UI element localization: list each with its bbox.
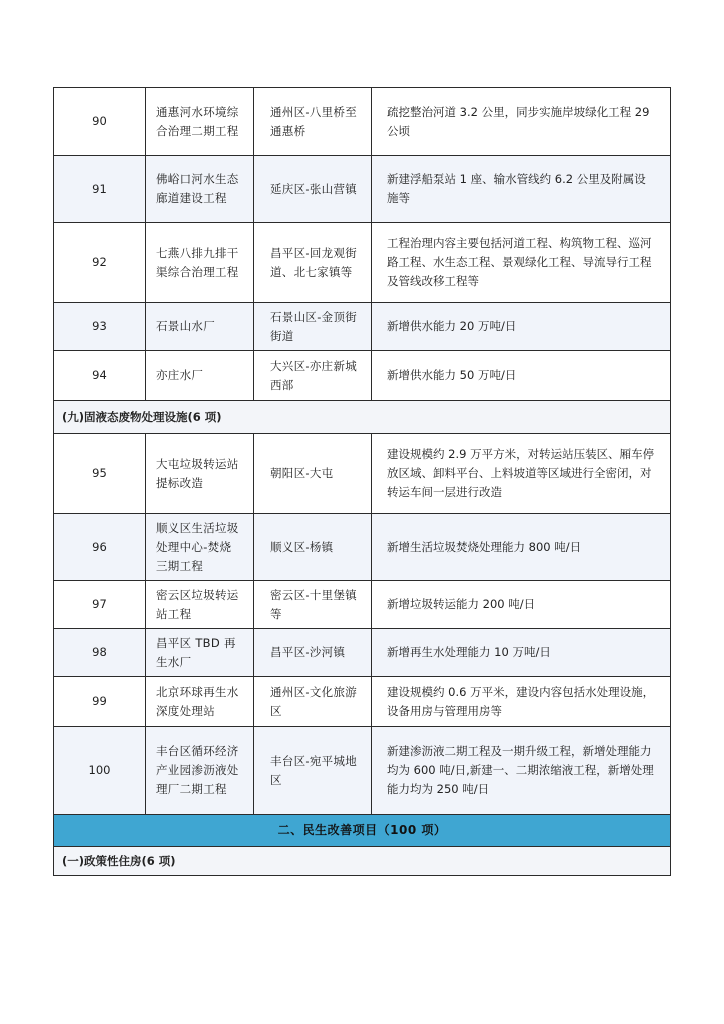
project-name: 顺义区生活垃圾处理中心-焚烧三期工程 <box>146 514 254 581</box>
project-location: 延庆区-张山营镇 <box>254 156 372 223</box>
row-number: 94 <box>54 351 146 401</box>
major-section-title: 二、民生改善项目（100 项） <box>54 815 671 847</box>
row-number: 99 <box>54 677 146 727</box>
table-row <box>54 156 671 223</box>
project-name: 密云区垃圾转运站工程 <box>146 581 254 629</box>
project-location: 石景山区-金顶街街道 <box>254 303 372 351</box>
project-content: 新建浮船泵站 1 座、输水管线约 6.2 公里及附属设施等 <box>372 156 671 223</box>
project-content: 新增生活垃圾焚烧处理能力 800 吨/日 <box>372 514 671 581</box>
table-row <box>54 629 671 677</box>
table-row <box>54 303 671 351</box>
row-number: 96 <box>54 514 146 581</box>
table-row <box>54 351 671 401</box>
project-location: 昌平区-回龙观街道、北七家镇等 <box>254 223 372 303</box>
project-name: 昌平区 TBD 再生水厂 <box>146 629 254 677</box>
project-location: 昌平区-沙河镇 <box>254 629 372 677</box>
row-number: 98 <box>54 629 146 677</box>
project-location: 大兴区-亦庄新城西部 <box>254 351 372 401</box>
project-content: 新建渗沥液二期工程及一期升级工程，新增处理能力均为 600 吨/日,新建一、二期浓缩液工程，新增处理能力均为 250 吨/日 <box>372 727 671 815</box>
project-content: 新增供水能力 20 万吨/日 <box>372 303 671 351</box>
section-header-9 <box>54 401 671 434</box>
table-row <box>54 677 671 727</box>
table-row <box>54 727 671 815</box>
table-row <box>54 434 671 514</box>
project-name: 北京环球再生水深度处理站 <box>146 677 254 727</box>
project-content: 建设规模约 2.9 万平方米，对转运站压装区、厢车停放区域、卸料平台、上料坡道等区域进行全密闭，对转运车间一层进行改造 <box>372 434 671 514</box>
section-title: (九)固液态废物处理设施(6 项) <box>54 401 671 434</box>
row-number: 92 <box>54 223 146 303</box>
major-section-header <box>54 815 671 847</box>
project-content: 工程治理内容主要包括河道工程、构筑物工程、巡河路工程、水生态工程、景观绿化工程、导流导行工程及管线改移工程等 <box>372 223 671 303</box>
project-name: 大屯垃圾转运站提标改造 <box>146 434 254 514</box>
table-row <box>54 514 671 581</box>
project-name: 丰台区循环经济产业园渗沥液处理厂二期工程 <box>146 727 254 815</box>
section-header-1 <box>54 847 671 876</box>
project-location: 通州区-文化旅游区 <box>254 677 372 727</box>
project-table <box>53 87 671 876</box>
table-row <box>54 88 671 156</box>
row-number: 90 <box>54 88 146 156</box>
project-name: 通惠河水环境综合治理二期工程 <box>146 88 254 156</box>
row-number: 95 <box>54 434 146 514</box>
project-content: 新增垃圾转运能力 200 吨/日 <box>372 581 671 629</box>
table-row <box>54 223 671 303</box>
project-location: 密云区-十里堡镇等 <box>254 581 372 629</box>
project-name: 七燕八排九排干渠综合治理工程 <box>146 223 254 303</box>
table-row <box>54 581 671 629</box>
project-name: 佛峪口河水生态廊道建设工程 <box>146 156 254 223</box>
project-content: 疏挖整治河道 3.2 公里，同步实施岸坡绿化工程 29 公顷 <box>372 88 671 156</box>
project-content: 建设规模约 0.6 万平米，建设内容包括水处理设施，设备用房与管理用房等 <box>372 677 671 727</box>
project-content: 新增再生水处理能力 10 万吨/日 <box>372 629 671 677</box>
project-location: 顺义区-杨镇 <box>254 514 372 581</box>
section-title: (一)政策性住房(6 项) <box>54 847 671 876</box>
row-number: 100 <box>54 727 146 815</box>
row-number: 93 <box>54 303 146 351</box>
row-number: 91 <box>54 156 146 223</box>
project-name: 亦庄水厂 <box>146 351 254 401</box>
project-location: 丰台区-宛平城地区 <box>254 727 372 815</box>
project-content: 新增供水能力 50 万吨/日 <box>372 351 671 401</box>
project-name: 石景山水厂 <box>146 303 254 351</box>
row-number: 97 <box>54 581 146 629</box>
project-location: 朝阳区-大屯 <box>254 434 372 514</box>
project-location: 通州区-八里桥至通惠桥 <box>254 88 372 156</box>
